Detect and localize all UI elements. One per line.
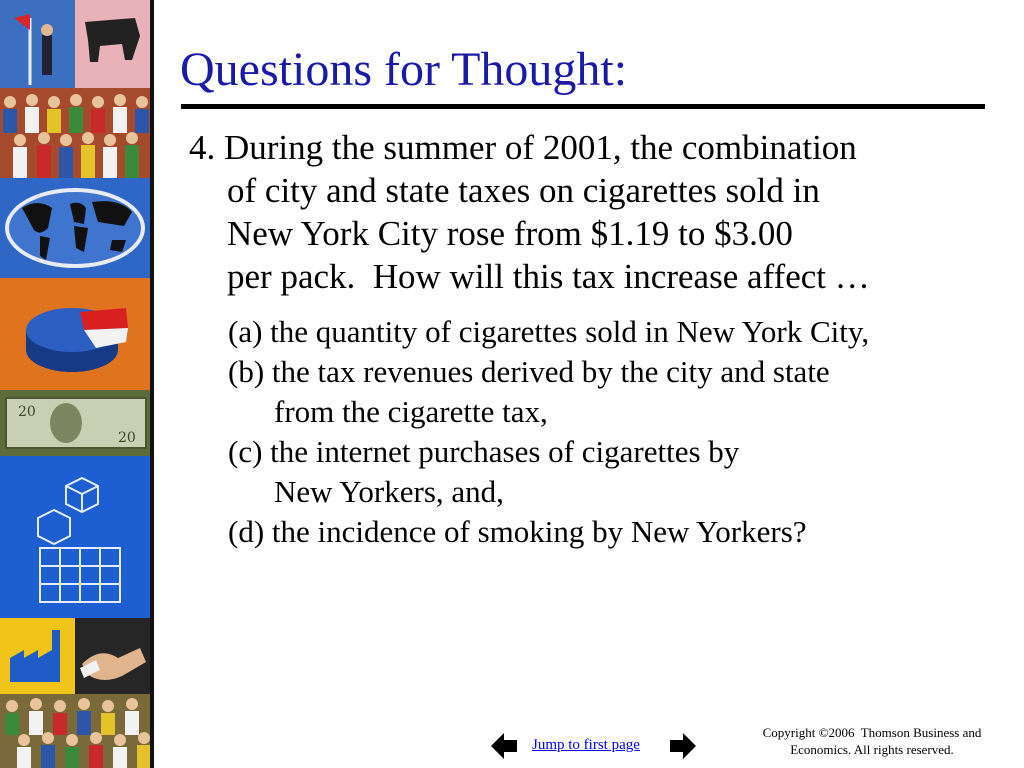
item-c: (c) the internet purchases of cigarettes by <box>228 434 740 469</box>
question-line-3: New York City rose from $1.19 to $3.00 <box>227 214 793 253</box>
jump-to-first-page-link[interactable]: Jump to first page <box>532 737 640 753</box>
crowd-image-bottom <box>0 694 150 768</box>
left-arrow-icon <box>491 733 517 759</box>
item-b: (b) the tax revenues derived by the city and state <box>228 354 830 389</box>
previous-slide-button[interactable] <box>491 733 517 759</box>
question-line-1: 4. During the summer of 2001, the combination <box>189 128 857 167</box>
item-c-continued: New Yorkers, and, <box>274 474 504 509</box>
decorative-image-strip <box>0 0 150 768</box>
item-d: (d) the incidence of smoking by New Yorkers? <box>228 514 807 549</box>
copyright-notice <box>740 724 1004 758</box>
question-line-4: per pack. How will this tax increase affect … <box>227 257 870 296</box>
question-items <box>228 312 1018 552</box>
title-underline <box>181 104 985 109</box>
factory-and-handshake-image <box>0 618 150 694</box>
item-b-continued: from the cigarette tax, <box>274 394 548 429</box>
question-text <box>189 126 989 298</box>
crowd-image <box>0 88 150 178</box>
svg-text:20: 20 <box>18 404 36 420</box>
blue-cubes-image <box>0 456 150 618</box>
slide-title: Questions for Thought: <box>180 43 628 96</box>
strip-divider <box>150 0 154 768</box>
world-map-image <box>0 178 150 278</box>
item-a: (a) the quantity of cigarettes sold in New York City, <box>228 314 870 349</box>
flag-and-bull-image <box>0 0 150 88</box>
svg-text:20: 20 <box>118 430 136 446</box>
copyright-line-2: Economics. All rights reserved. <box>790 742 954 757</box>
banknote-image <box>0 390 150 456</box>
right-arrow-icon <box>670 733 696 759</box>
question-line-2: of city and state taxes on cigarettes sold in <box>227 171 820 210</box>
next-slide-button[interactable] <box>670 733 696 759</box>
pie-chart-illustration <box>0 278 150 390</box>
copyright-line-1: Copyright ©2006 Thomson Business and <box>762 725 982 740</box>
